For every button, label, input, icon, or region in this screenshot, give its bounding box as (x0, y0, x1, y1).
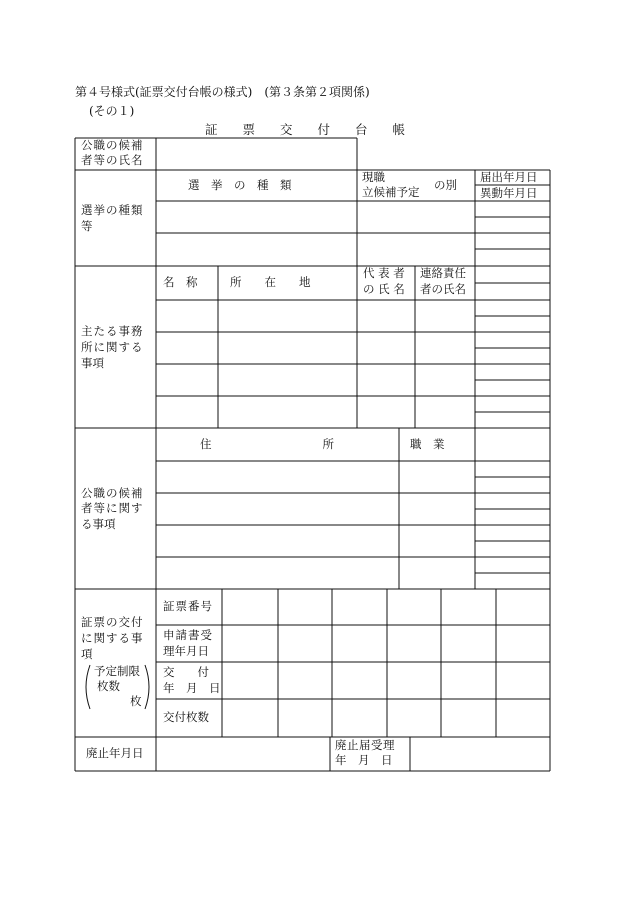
left-bracket (86, 665, 90, 709)
col-issue-date-2: 年 月 日 (163, 681, 221, 695)
label-planned-limit-2: 枚数 (97, 679, 120, 693)
col-incumbent: 現職 (362, 170, 385, 184)
label-office-1: 主たる事務 (81, 324, 144, 338)
label-election-2: 等 (81, 219, 93, 233)
col-issue-date-1: 交 付 (163, 665, 209, 679)
col-representative-2: の 氏 名 (363, 282, 405, 296)
label-office-2: 所に関する (81, 340, 144, 354)
form-number-line: 第４号様式(証票交付台帳の様式) (第３条第２項関係) (75, 85, 370, 99)
col-office-address: 所 在 地 (230, 275, 311, 289)
col-prospective: 立候補予定 (362, 185, 420, 199)
label-candidate-name-1: 公職の候補 (81, 138, 144, 152)
label-certificate-2: に関する事 (81, 631, 144, 645)
col-occupation: 職 業 (410, 437, 445, 451)
col-issued-count: 交付枚数 (163, 710, 209, 724)
label-election-1: 選挙の種類 (81, 203, 144, 217)
label-candidate-info-3: る事項 (81, 517, 116, 531)
col-cert-number: 証票番号 (163, 599, 213, 613)
col-application-date-1: 申請書受 (163, 628, 213, 642)
col-contact-2: 者の氏名 (420, 282, 466, 296)
label-candidate-name-2: 者等の氏名 (81, 153, 144, 167)
label-sheets-unit: 枚 (130, 694, 142, 708)
label-office-3: 事項 (81, 356, 104, 370)
col-representative-1: 代 表 者 (363, 266, 405, 280)
page-title: 証 票 交 付 台 帳 (205, 122, 406, 137)
col-abolish-filing-2: 年 月 日 (335, 753, 393, 767)
label-certificate-1: 証票の交付 (81, 615, 144, 629)
label-abolish-date: 廃止年月日 (86, 746, 144, 760)
label-planned-limit-1: 予定制限 (94, 664, 140, 678)
label-candidate-info-1: 公職の候補 (81, 486, 144, 500)
col-filing-date: 届出年月日 (480, 170, 538, 184)
col-abolish-filing-1: 廃止届受理 (335, 738, 395, 752)
label-candidate-info-2: 者等に関す (81, 501, 144, 515)
col-election-type: 選 挙 の 種 類 (188, 178, 292, 192)
col-change-date: 異動年月日 (480, 186, 538, 200)
right-bracket (145, 665, 149, 709)
col-contact-1: 連絡責任 (420, 266, 466, 280)
col-distinction: の別 (434, 178, 457, 192)
col-office-name: 名 称 (163, 275, 198, 289)
label-certificate-3: 項 (81, 647, 93, 661)
form-subtitle: (その１) (89, 104, 135, 118)
col-application-date-2: 理年月日 (163, 644, 209, 658)
col-address: 住 所 (200, 437, 340, 451)
